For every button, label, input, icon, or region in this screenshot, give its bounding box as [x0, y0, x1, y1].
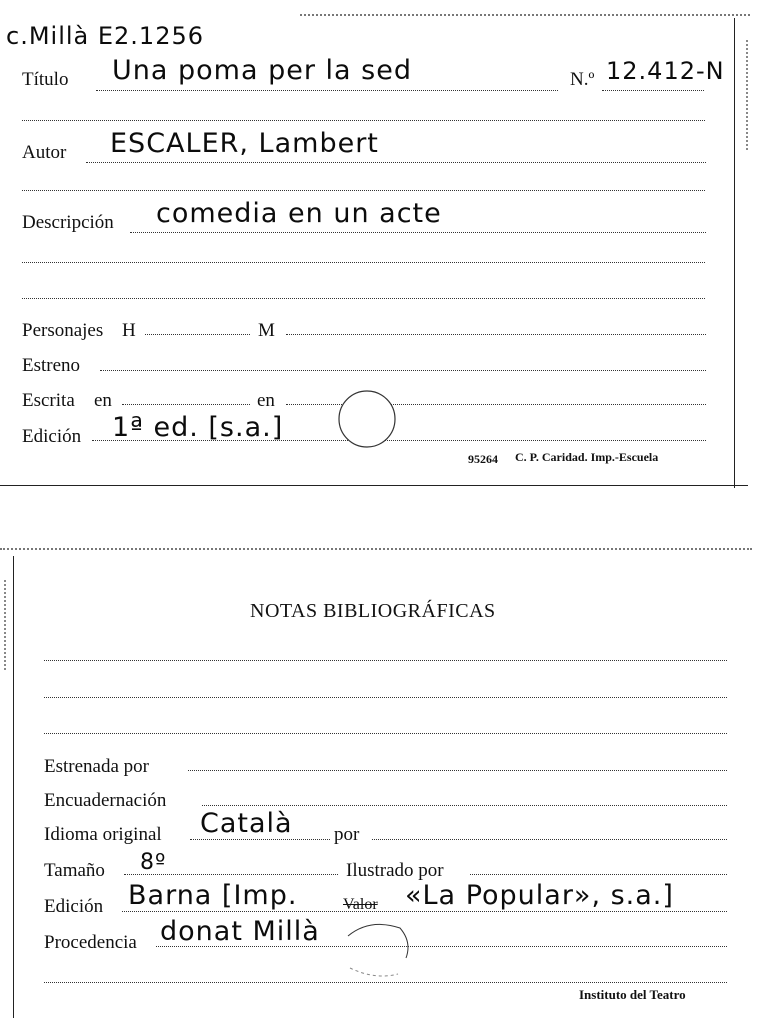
tamano-label: Tamaño — [44, 860, 105, 881]
personajes-label: Personajes — [22, 320, 104, 341]
descripcion-line-2 — [22, 262, 705, 263]
descripcion-line — [130, 232, 706, 233]
escrita-line — [122, 404, 250, 405]
notas-line-2 — [44, 697, 727, 698]
tamano-value: 8º — [140, 850, 167, 875]
numero-line — [602, 90, 704, 91]
numero-value: 12.412-N — [606, 57, 725, 85]
descripcion-label: Descripción — [22, 212, 114, 233]
por-line — [372, 839, 727, 840]
edicion-value: 1ª ed. [s.a.] — [112, 412, 284, 443]
en-label-1: en — [94, 390, 112, 411]
punch-hole-mark — [334, 388, 400, 450]
h-line — [145, 334, 250, 335]
edicion-label-2: Edición — [44, 896, 104, 917]
printer-name: C. P. Caridad. Imp.-Escuela — [515, 450, 659, 464]
procedencia-line-2 — [44, 982, 727, 983]
autor-line-2 — [22, 190, 705, 191]
edicion-label: Edición — [22, 426, 82, 447]
autor-line — [86, 162, 706, 163]
autor-label: Autor — [22, 142, 67, 163]
card-top-edge — [300, 14, 750, 16]
titulo-line-2 — [22, 120, 705, 121]
card-left-edge-noise — [4, 580, 6, 670]
handwritten-reference: c.Millà E2.1256 — [6, 22, 205, 50]
printer-number: 95264 — [468, 452, 498, 466]
valor-label: Valor — [343, 896, 378, 913]
descripcion-value: comedia en un acte — [156, 198, 442, 229]
card-right-border — [734, 18, 735, 488]
idioma-label: Idioma original — [44, 824, 162, 845]
estreno-label: Estreno — [22, 355, 81, 376]
punch-hole-mark-2 — [340, 918, 416, 980]
numero-label: N.º — [570, 69, 595, 90]
notas-line-1 — [44, 660, 727, 661]
idioma-value: Català — [200, 808, 293, 839]
descripcion-line-3 — [22, 298, 705, 299]
footer-institution: Instituto del Teatro — [579, 987, 686, 1002]
ilustrado-line — [470, 874, 727, 875]
titulo-line — [96, 90, 558, 91]
procedencia-value: donat Millà — [160, 916, 320, 947]
m-label: M — [258, 320, 275, 341]
autor-value: ESCALER, Lambert — [110, 128, 379, 159]
notas-heading: NOTAS BIBLIOGRÁFICAS — [250, 600, 496, 622]
notas-line-3 — [44, 733, 727, 734]
estrenada-line — [188, 770, 727, 771]
procedencia-label: Procedencia — [44, 932, 137, 953]
titulo-label: Título — [22, 69, 69, 90]
escrita-label: Escrita — [22, 390, 75, 411]
h-label: H — [122, 320, 136, 341]
card-right-edge-noise — [746, 40, 748, 150]
por-label: por — [334, 824, 360, 845]
ilustrado-label: Ilustrado por — [346, 860, 444, 881]
estrenada-label: Estrenada por — [44, 756, 149, 777]
titulo-value: Una poma per la sed — [112, 55, 412, 86]
card-bottom-border — [0, 485, 748, 486]
idioma-line — [190, 839, 330, 840]
edicion-value-part-2: «La Popular», s.a.] — [405, 880, 674, 911]
en-label-2: en — [257, 390, 275, 411]
card-left-border — [13, 556, 14, 1018]
card-top-edge-2 — [0, 548, 752, 550]
estreno-line — [100, 370, 706, 371]
encuadernacion-label: Encuadernación — [44, 790, 167, 811]
edicion-line-2 — [122, 911, 727, 912]
encuadernacion-line — [202, 805, 727, 806]
m-line — [286, 334, 706, 335]
edicion-value-part-1: Barna [Imp. — [128, 880, 298, 911]
